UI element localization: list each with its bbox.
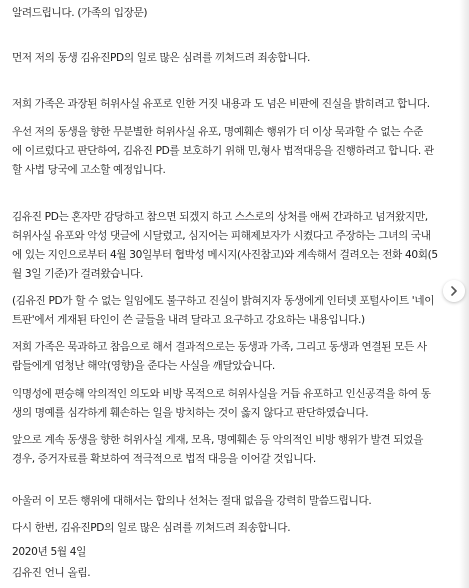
next-image-button[interactable] [443, 280, 465, 302]
doc-line: 허위사실 유포와 악성 댓글에 시달렸고, 심지어는 피해제보자가 시켰다고 주장하는 그녀의 국내 [12, 230, 431, 242]
doc-line-purpose: 저희 가족은 과장된 허위사실 유포로 인한 거짓 내용과 도 넘은 비판에 진실을 밝히려고 합니다. [12, 98, 430, 110]
doc-title: 알려드립니다. (가족의 입장문) [12, 7, 148, 19]
doc-line: 저희 가족은 묵과하고 참음으로 해서 결과적으로는 동생과 가족, 그리고 동생과 연결된 모든 사 [12, 341, 427, 353]
doc-line: 에 이르렀다고 판단하여, 김유진 PD를 보호하기 위해 민,형사 법적대응을 진행하려고 합니다. 관 [12, 145, 434, 157]
doc-line: 앞으로 계속 동생을 향한 허위사실 게재, 모욕, 명예훼손 등 악의적인 비방 행위가 발견 되었을 [12, 434, 423, 446]
doc-line: 익명성에 편승해 악의적인 의도와 비방 목적으로 허위사실을 거듭 유포하고 인신공격을 하여 동 [12, 388, 431, 400]
doc-line: 생의 명예를 심각하게 훼손하는 일을 방치하는 것이 옳지 않다고 판단하였습니다. [12, 407, 369, 419]
doc-line: 김유진 PD는 혼자만 감당하고 참으면 되겠지 하고 스스로의 상처를 애써 간과하고 넘겨왔지만, [12, 211, 428, 223]
doc-line-apology: 먼저 저의 동생 김유진PD의 일로 많은 심려를 끼쳐드려 죄송합니다. [12, 52, 310, 64]
doc-line: 트판'에서 게재된 타인이 쓴 글들을 내려 달라고 요구하고 강요하는 내용입니다.) [12, 314, 365, 326]
doc-line: 다시 한번, 김유진PD의 일로 많은 심려를 끼쳐드려 죄송합니다. [12, 522, 291, 534]
doc-line: 월 3일 기준)가 걸려왔습니다. [12, 268, 143, 280]
doc-date: 2020년 5월 4일 [12, 546, 87, 558]
doc-line: 우선 저의 동생을 향한 무분별한 허위사실 유포, 명예훼손 행위가 더 이상 묵과할 수 없는 수준 [12, 126, 423, 138]
doc-line: 경우, 증거자료를 확보하여 적극적으로 법적 대응을 이어갈 것입니다. [12, 453, 316, 465]
chevron-right-icon [449, 286, 459, 296]
doc-line: 에 있는 지인으로부터 4월 30일부터 협박성 메시지(사진참고)와 계속해서 걸려오는 전화 40회(5 [12, 249, 438, 261]
doc-signature: 김유진 언니 올림. [12, 567, 91, 579]
doc-line: 아울러 이 모든 행위에 대해서는 합의나 선처는 절대 없음을 강력히 말씀드립니다. [12, 495, 372, 507]
doc-line: 할 사법 당국에 고소할 예정입니다. [12, 164, 166, 176]
doc-line: 람들에게 엄청난 해악(영향)을 준다는 사실을 깨달았습니다. [12, 360, 275, 372]
doc-line: (김유진 PD가 할 수 없는 일임에도 불구하고 진실이 밝혀지자 동생에게 인터넷 포털사이트 '네이 [12, 295, 435, 307]
